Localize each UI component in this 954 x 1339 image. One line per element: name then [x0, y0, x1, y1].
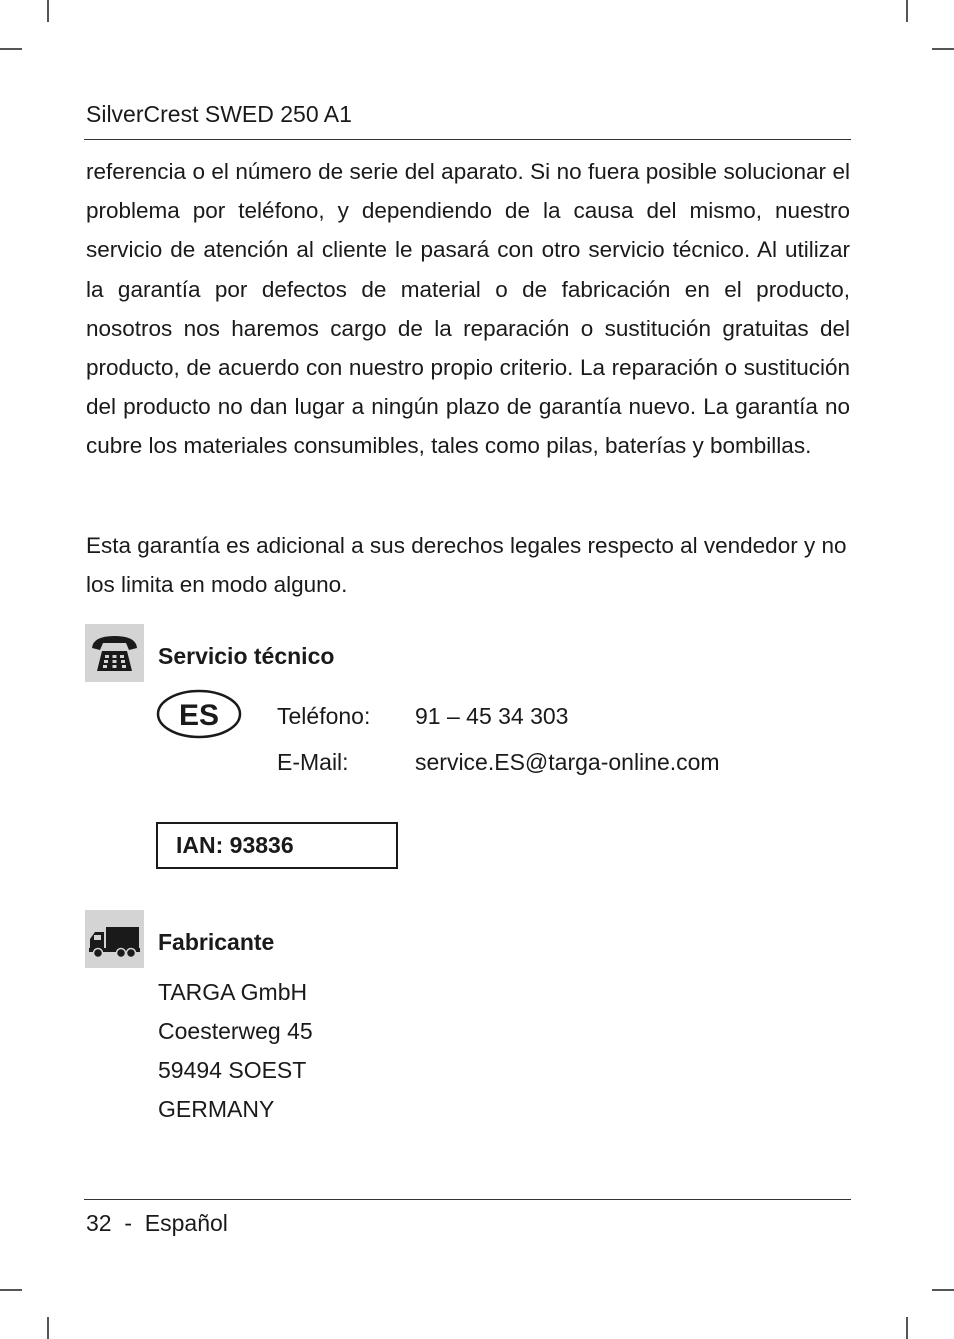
manufacturer-icon-box [85, 910, 144, 968]
legal-rights-paragraph: Esta garantía es adicional a sus derechos legales respecto al vendedor y no los limita en modo alguno. [86, 533, 847, 598]
crop-mark [906, 1317, 908, 1339]
email-value[interactable]: service.ES@targa-online.com [415, 749, 720, 775]
crop-mark [906, 0, 908, 22]
country-badge-label: ES [178, 699, 220, 732]
service-title: Servicio técnico [158, 643, 335, 669]
crop-mark [932, 1289, 954, 1291]
manufacturer-city: 59494 SOEST [158, 1057, 307, 1083]
email-label: E-Mail: [277, 749, 349, 775]
crop-mark [0, 1289, 22, 1291]
header-rule [84, 139, 851, 140]
phone-value: 91 – 45 34 303 [415, 703, 569, 729]
truck-icon [85, 910, 144, 968]
telephone-icon [85, 624, 144, 682]
manufacturer-country: GERMANY [158, 1096, 275, 1122]
crop-mark [932, 48, 954, 50]
crop-mark [47, 1317, 49, 1339]
service-icon-box [85, 624, 144, 682]
country-badge-es [156, 688, 242, 740]
manufacturer-title: Fabricante [158, 929, 275, 955]
footer-rule [84, 1199, 851, 1200]
ian-number: IAN: 93836 [176, 832, 294, 858]
crop-mark [0, 48, 22, 50]
crop-mark [47, 0, 49, 22]
manufacturer-street: Coesterweg 45 [158, 1018, 313, 1044]
ian-box [156, 822, 398, 869]
phone-label: Teléfono: [277, 703, 371, 729]
page-header: SilverCrest SWED 250 A1 [86, 101, 352, 127]
page-footer: 32 - Español [86, 1210, 228, 1236]
manufacturer-company: TARGA GmbH [158, 979, 308, 1005]
warranty-paragraph: referencia o el número de serie del aparato. Si no fuera posible solucionar el problema por teléfono, y dependiendo de la causa del mismo, nuestro servicio de atención al cliente le pasará con otro servicio técnico. Al utilizar la garantía por defectos de material o de fabricación en el producto, nosotros nos haremos cargo de la reparación o sustitución gratuitas del producto, de acuerdo con nuestro propio criterio. La reparación o sustitución del producto no dan lugar a ningún plazo de garantía nuevo. La garantía no cubre los materiales consumibles, tales como pilas, baterías y bombillas. [86, 159, 850, 459]
